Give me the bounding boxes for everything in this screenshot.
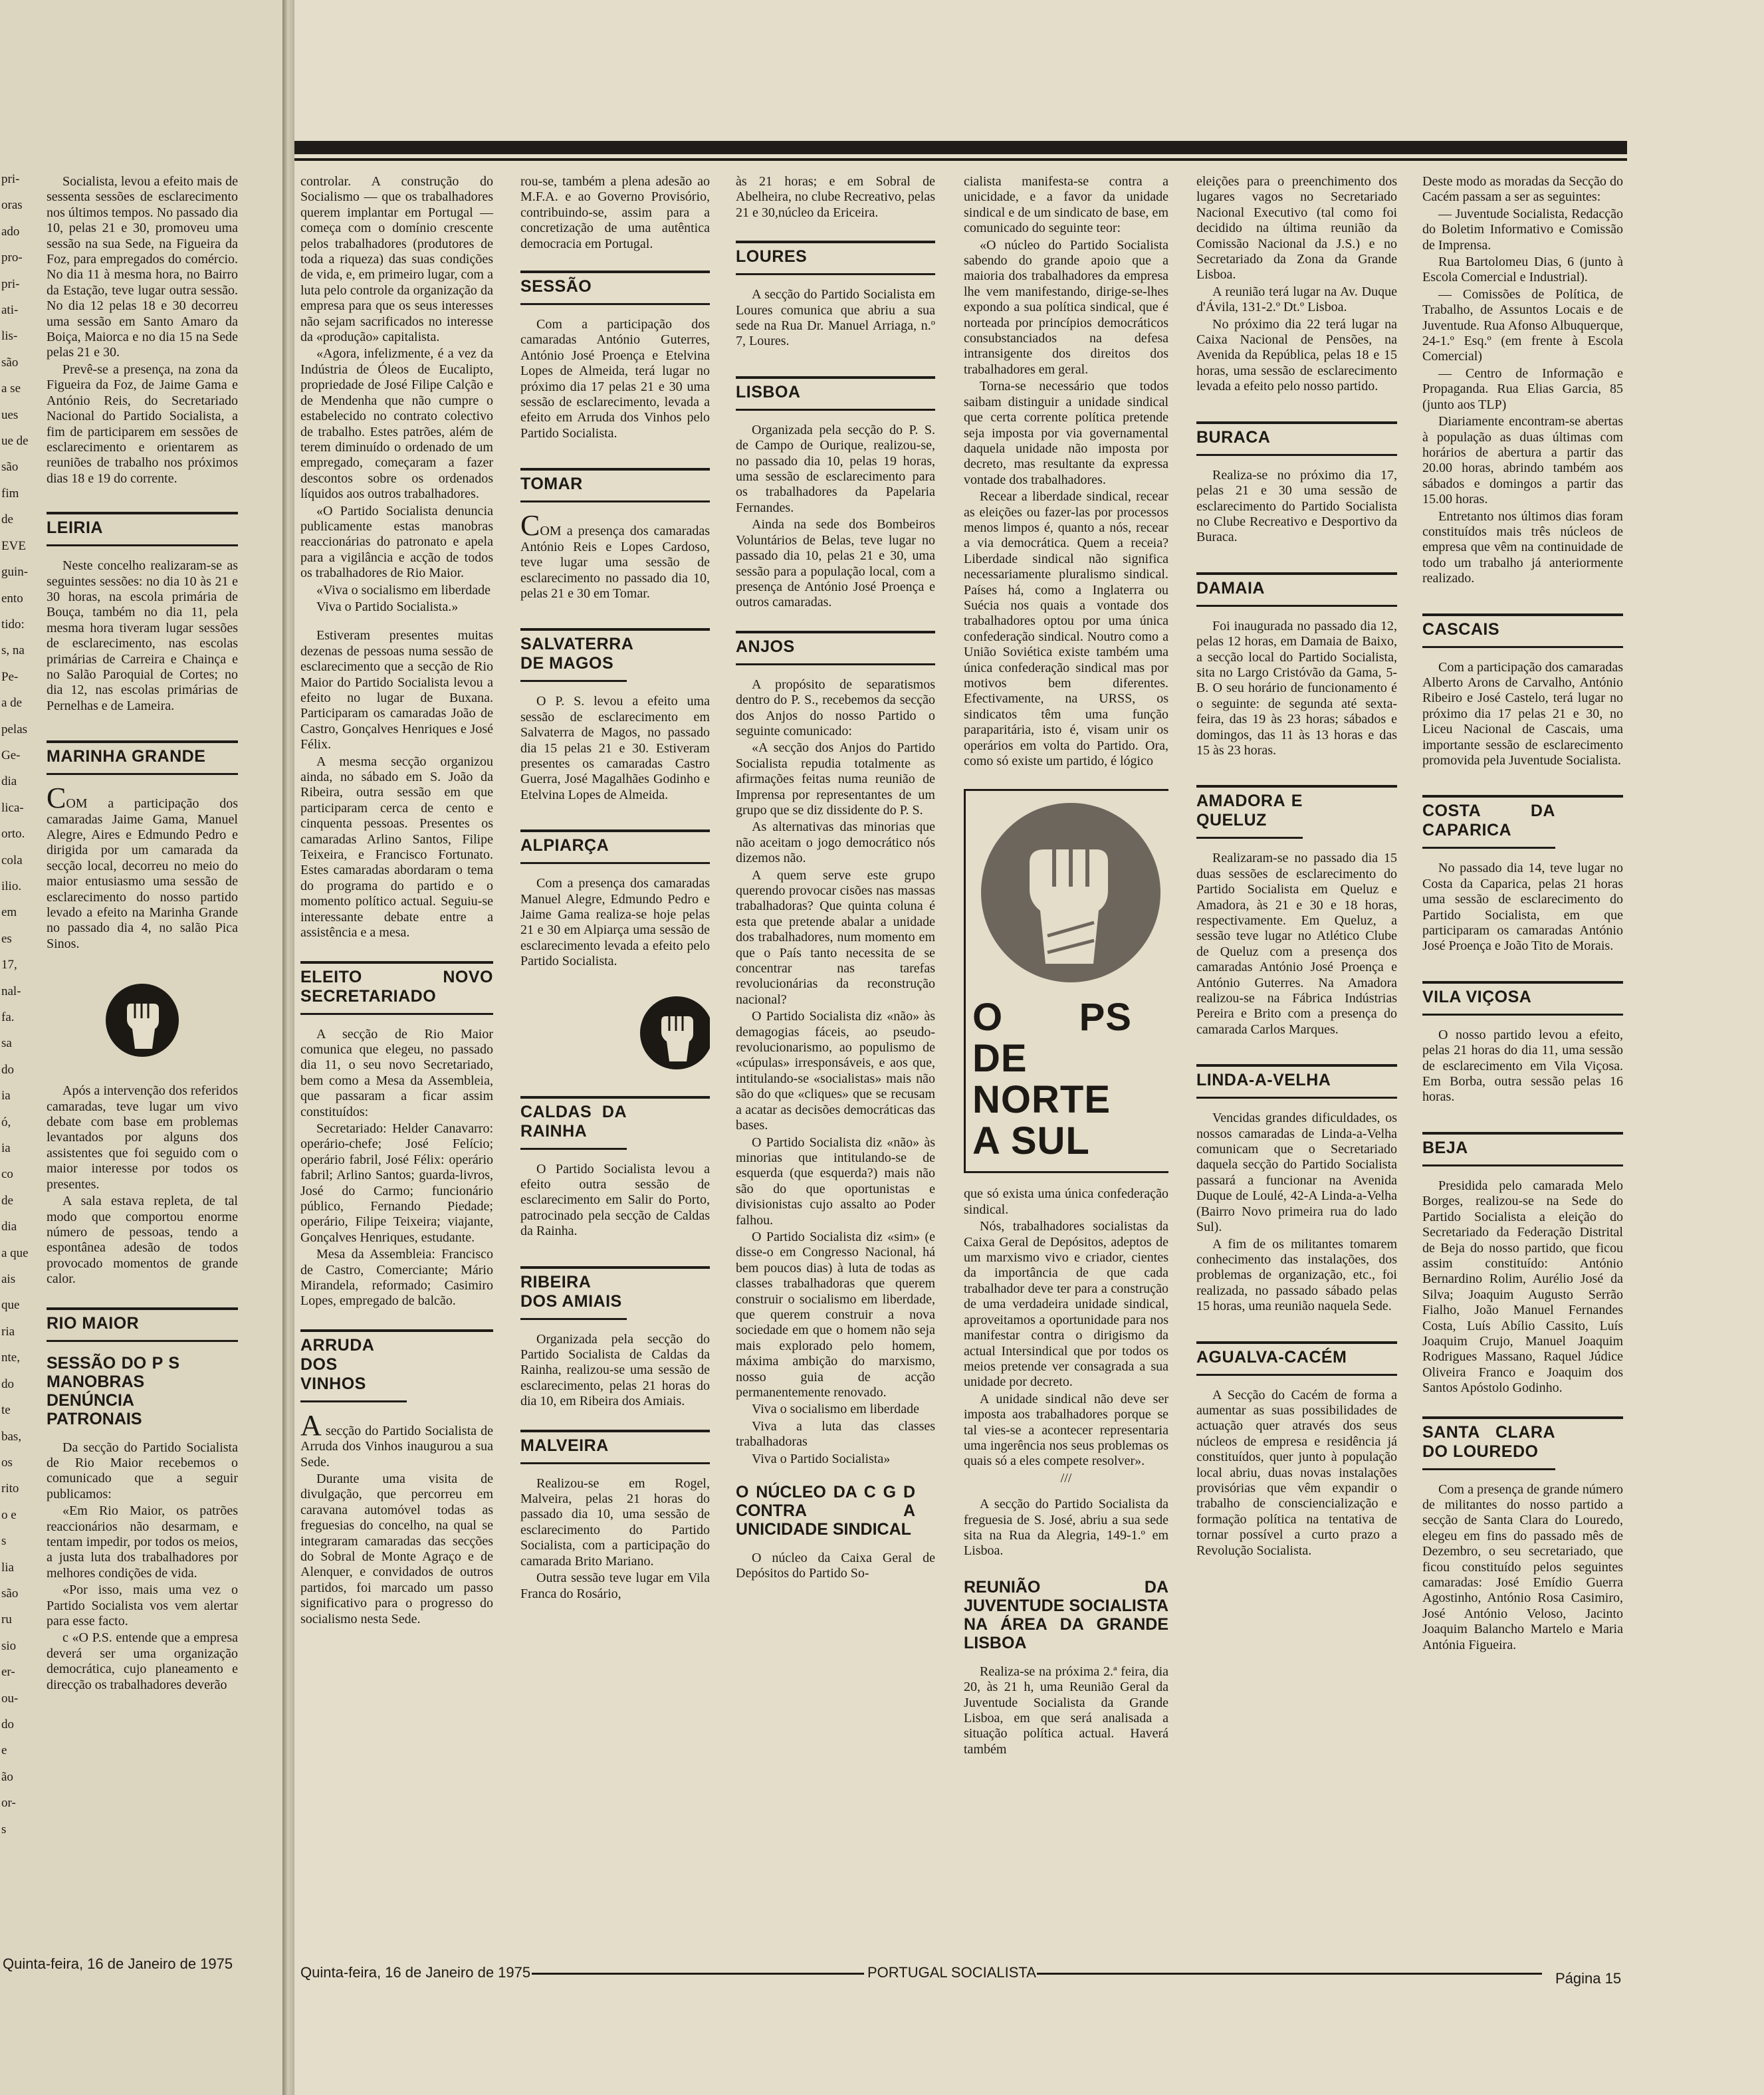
article-text: Viva o Partido Socialista.» — [316, 599, 459, 614]
article-text: A fim de os militantes tomarem conhecimento das instalações, dos problemas de organização, etc., foi realizada, no passado sábado pelas 15 horas, uma reunião naquela Sede. — [1196, 1236, 1397, 1314]
article-text: Realizaram-se no passado dia 15 duas sessões de esclarecimento do Partido Socialista em Queluz e Amadora, às 21 e 30 e 18 horas, respectivamente. Em Queluz, a sessão teve lugar no Atlético Clube de Queluz com a presença dos camaradas António José Proença e António Guterres. Na Amadora realizou-se na Fábrica Indústrias Pereira e Brito com a presença do camarada Carlos Marques. — [1196, 851, 1397, 1037]
article-text: A quem serve este grupo querendo provocar cisões nas massas trabalhadoras? Que quinta coluna é esta que pretende abalar a unidade dos trabalhadores, num momento em que o País tanto necessita de se concentrar nas tarefas revolucionárias da reconstrução nacional? — [736, 867, 935, 1007]
fist-icon — [106, 984, 179, 1057]
article-text: A unidade sindical não deve ser imposta aos trabalhadores porque se tal vies-se a acontecer representaria uma ingerência nos seus problemas os quais só a eles compete resolver». — [964, 1391, 1168, 1469]
article-text: Organizada pela secção do Partido Socialista de Caldas da Rainha, realizou-se uma sessão de esclarecimento, pelas 21 horas do dia 10, em Ribeira dos Amiais. — [520, 1331, 710, 1409]
article-text: cialista manifesta-se contra a unicidade, e a favor da unidade sindical e de um sindicato de base, em comunicado do seguinte teor: — [964, 174, 1168, 236]
article-text: Nós, trabalhadores socialistas da Caixa Geral de Depósitos, adeptos de um marxismo vivo e criador, cientes da importância de que cada trabalhador deve ter para a construção de uma verdadeira unidade sindical, aproveitamos a oportunidade para nos manifestar contra o dirigismo da actual Intersindical que por todos os meios pretende ver consagrada a sua unidade por decreto. — [964, 1219, 1168, 1390]
text-fragment: fa. — [1, 1010, 15, 1024]
article-text: Recear a liberdade sindical, recear as eleições ou fazer-las por processos menos limpos é, quanto a nós, recear a via democrática. Quem a receia? Liberdade sindical não significa necessariamente pluralismo sindical. Países há, como a Inglaterra ou Suécia nos quais a vontade dos trabalhadores optou por uma única confederação sindical. Noutro como a União Soviética existe também uma única confederação sindical mas por motivos bem diferentes. Efectivamente, na URSS, os sindicatos têm uma função paraparitária, isto é, visam unir os operários em volta do Partido. Ora, como só existe um partido, é lógico — [964, 489, 1168, 769]
text-fragment: o e — [1, 1507, 17, 1522]
text-fragment: es — [1, 931, 12, 946]
text-fragment: Ge- — [1, 748, 21, 762]
text-fragment: ia — [1, 1089, 11, 1103]
heading-damaia: DAMAIA — [1196, 575, 1397, 607]
article-text: — Comissões de Política, de Trabalho, de Assuntos Locais e de Juventude. Rua Afonso Albuquerque, 24-1.º Esq.º (em frente à Escola Comercial) — [1422, 286, 1623, 364]
article-text: «A secção dos Anjos do Partido Socialista repudia totalmente as afirmações feitas numa reunião de Imprensa por representantes de um grupo que se diz dissidente do P. S. — [736, 740, 935, 818]
heading-buraca: BURACA — [1196, 424, 1397, 456]
article-text: «Em Rio Maior, os patrões reaccionários não desarmam, e tentam impedir, por todos os meios, a justa luta dos trabalhadores por melhores condições de vida. — [47, 1503, 238, 1581]
article-text: Com a participação dos camaradas António Guterres, António José Proença e Etelvina Lopes de Almeida, terá lugar no próximo dia 17 pelas 21 e 30 uma sessão de esclarecimento, levada a efeito em Arruda dos Vinhos pelo Partido Socialista. — [520, 317, 710, 441]
article-text: O Partido Socialista diz «não» às minorias que intitulando-se de esquerda (que esquerda?) mais não são do que oportunistas e divisionistas cujo assalto ao Poder falhou. — [736, 1135, 935, 1228]
text-fragment: er- — [1, 1665, 15, 1680]
article-text — [47, 782, 238, 952]
article-text: «Viva o socialismo em liberdade — [316, 582, 491, 598]
text-fragment: são — [1, 460, 19, 475]
article-text: Estiveram presentes muitas dezenas de pessoas numa sessão de esclarecimento que a secção de Rio Maior do Partido Socialista levou a efeito no lugar de Buxana. Participaram os camaradas João de Castro, Gonçalves Henriques e José Félix. — [300, 628, 493, 752]
column-2 — [520, 174, 710, 1942]
text-fragment: ues — [1, 407, 19, 422]
article-text: «O núcleo do Partido Socialista sabendo do grande apoio que a maioria dos trabalhadores da empresa lhe vem manifestando, dirige-se-lhes expondo a sua política sindical, que é norteada por princípios democráticos consubstanciados na defesa intransigente dos direitos dos trabalhadores em geral. — [964, 237, 1168, 377]
article-text: Viva o socialismo em liberdade — [752, 1402, 920, 1417]
heading-vila-vicosa: VILA VIÇOSA — [1422, 984, 1623, 1016]
article-text: Socialista, levou a efeito mais de sessenta sessões de esclarecimento nos últimos tempos. No passado dia 10, pelas 21 e 30, promoveu uma sessão na sua Sede, na Figueira da Foz, para empregados do comércio. No dia 11 à mesma hora, no Bairro da Estação, teve lugar outra sessão. No dia 12 pelas 18 e 30 decorreu uma sessão em Santo Amaro da Boiça, Maiorca e no dia 15 na Sede pelas 21 e 30. — [47, 174, 238, 360]
article-text: Da secção do Partido Socialista de Rio Maior recebemos o comunicado que a seguir publicamos: — [47, 1440, 238, 1501]
left-main-column — [47, 174, 238, 1962]
heading-reuniao-juventude: REUNIÃO DA JUVENTUDE SOCIALISTA NA ÁREA DA GRANDE LISBOA — [964, 1577, 1168, 1652]
text-fragment: nal- — [1, 984, 21, 998]
text-fragment: Pe- — [1, 669, 19, 684]
text-fragment: do — [1, 1062, 14, 1077]
text-fragment: oras — [1, 198, 23, 213]
heading-arruda-dos-vinhos: ARRUDA DOS VINHOS — [300, 1332, 407, 1402]
text-fragment: a de — [1, 696, 23, 711]
footer-date: Quinta-feira, 16 de Janeiro de 1975 — [300, 1964, 531, 1981]
text-fragment: orto. — [1, 827, 25, 841]
heading-beja: BEJA — [1422, 1135, 1623, 1166]
heading-loures: LOURES — [736, 243, 935, 275]
text-fragment: sio — [1, 1638, 17, 1653]
column-1 — [300, 174, 493, 1942]
text-fragment: ilio. — [1, 879, 22, 893]
text-fragment: guin- — [1, 565, 29, 580]
article-text: A secção de Rio Maior comunica que elegeu, no passado dia 11, o seu novo Secretariado, bem como a Mesa da Assembleia, que passaram a ficar assim constituídos: — [300, 1026, 493, 1119]
article-text: Realiza-se na próxima 2.ª feira, dia 20, às 21 h, uma Reunião Geral da Juventude Socialista da Grande Lisboa, em que será analisada a situação política actual. Haverá também — [964, 1664, 1168, 1757]
text-fragment: a que — [1, 1246, 29, 1260]
heading-caldas-da-rainha: CALDAS DA RAINHA — [520, 1099, 627, 1150]
article-text: Viva a luta das classes trabalhadoras — [736, 1418, 935, 1450]
article-text: Com a participação dos camaradas Alberto Arons de Carvalho, António Ribeiro e José Castelo, terá lugar no próximo dia 17 pelas 21 e 30, no Liceu Nacional de Cascais, uma importante sessão de esclarecimento promovida pela Juventude Socialista. — [1422, 659, 1623, 768]
heading-alpiarca: ALPIARÇA — [520, 832, 710, 864]
column-3 — [736, 174, 935, 1942]
article-text: A secção do Partido Socialista da freguesia de S. José, abriu a sua sede sita na Rua da Alegria, 149-1.º em Lisboa. — [964, 1497, 1168, 1559]
article-text: Realiza-se no próximo dia 17, pelas 21 e 30 uma sessão de esclarecimento do Partido Socialista no Clube Recreativo e Desportivo da Buraca. — [1196, 467, 1397, 545]
article-text: A secção do Partido Socialista em Loures comunica que abriu a sua sede na Rua Dr. Manuel Arriaga, n.º 7, Loures. — [736, 287, 935, 349]
article-text: A propósito de separatismos dentro do P. S., recebemos da secção dos Anjos do nosso Partido o seguinte comunicado: — [736, 677, 935, 738]
text-fragment: ento — [1, 591, 23, 606]
article-text: O Partido Socialista levou a efeito outra sessão de esclarecimento em Salir do Porto, patrocinado pela secção de Caldas da Rainha. — [520, 1161, 710, 1239]
article-text: Rua Bartolomeu Dias, 6 (junto à Escola Comercial e Industrial). — [1422, 255, 1623, 285]
ps-fist-emblem — [106, 984, 179, 1057]
text-fragment: ia — [1, 1141, 11, 1156]
article-text: As alternativas das minorias que não aceitam o jogo democrático nós dizemos não. — [736, 820, 935, 866]
heading-rio-maior: RIO MAIOR — [47, 1310, 238, 1342]
drop-cap: C — [520, 509, 540, 542]
text-fragment: são — [1, 355, 19, 370]
text-fragment: dia — [1, 1220, 17, 1234]
article-text: Vencidas grandes dificuldades, os nossos camaradas de Linda-a-Velha comunicam que o Secretariado daquela secção do Partido Socialista passará a funcionar na Avenida Duque de Loulé, 42-A Linda-a-Velha (Bairro Novo primeira rua do lado Sul). — [1196, 1111, 1397, 1235]
text-fragment: ru — [1, 1612, 12, 1627]
heading-ribeira-dos-amiais: RIBEIRA DOS AMIAIS — [520, 1269, 627, 1320]
column-5 — [1196, 174, 1397, 1942]
text-fragment: ão — [1, 1769, 13, 1784]
text-fragment: são — [1, 1586, 19, 1600]
subheading-rio-maior: SESSÃO DO P S MANOBRAS DENÚNCIA PATRONAIS — [47, 1353, 179, 1428]
text-fragment: do — [1, 1377, 14, 1391]
heading-marinha-grande: MARINHA GRANDE — [47, 743, 238, 775]
heading-lisboa: LISBOA — [736, 379, 935, 411]
article-text: que só exista uma única confederação sindical. — [964, 1186, 1168, 1217]
column-4 — [964, 174, 1168, 1942]
footer-paper-name: PORTUGAL SOCIALISTA — [867, 1964, 1036, 1981]
article-text: Entretanto nos últimos dias foram constituídos mais três núcleos de empresa que vêm na continuidade de todo um trabalho já anteriormente realizado. — [1422, 508, 1623, 586]
text-fragment: lis- — [1, 329, 18, 344]
article-text: «Por isso, mais uma vez o Partido Socialista vos vem alertar para esse facto. — [47, 1583, 238, 1628]
page-gutter — [282, 0, 294, 2095]
article-text: Secretariado: Helder Canavarro: operário-chefe; José Felício; operário fabril, José Félix: operário fabril; Arlino Santos; guarda-livros, José do Carmo; funcionário público, Fernando Piedade; operário, Filipe Teixeira; viajante, Gonçalves Henriques, estudante. — [300, 1121, 493, 1245]
heading-linda-a-velha: LINDA-A-VELHA — [1196, 1067, 1397, 1099]
raised-fist-icon — [981, 803, 1160, 982]
left-footer-date: Quinta-feira, 16 de Janeiro de 1975 — [3, 1955, 233, 1972]
article-text: A mesma secção organizou ainda, no sábado em S. João da Ribeira, outra sessão em que participaram cerca de cento e cinquenta pessoas. Presentes os camaradas Arlino Santos, Filipe Teixeira, e Francisco Fortunato. Estes camaradas abordaram o tema do programa do partido e o momento político actual. Seguiu-se interessante debate entre a assistência e a mesa. — [300, 754, 493, 940]
article-text: Foi inaugurada no passado dia 12, pelas 12 horas, em Damaia de Baixo, a secção local do Partido Socialista, sita no Largo Cristóvão da Gama, 5-B. O seu horário de funcionamento é o seguinte: de segunda até sexta-feira, das 19 às 23 horas; sábados e domingos, das 11 às 13 horas e das 15 às 23 horas. — [1196, 618, 1397, 758]
text-fragment: e — [1, 1743, 7, 1758]
heading-agualva-cacem: AGUALVA-CACÉM — [1196, 1344, 1397, 1376]
heading-sessao: SESSÃO — [520, 273, 710, 305]
text-fragment: 17, — [1, 958, 17, 972]
text-fragment: dia — [1, 774, 17, 789]
heading-salvaterra: SALVATERRA DE MAGOS — [520, 631, 627, 682]
text-fragment: s — [1, 1534, 7, 1549]
article-text: Realizou-se em Rogel, Malveira, pelas 21 horas do passado dia 10, uma sessão de esclarecimento do Partido Socialista, com a participação do camarada Brito Mariano. — [520, 1476, 710, 1569]
article-text: Torna-se necessário que todos saibam distinguir a unidade sindical que certa corrente política pretende seja imposta por via governamental daquela unidade não imposta por decreto, mas resultante da expressa vontade dos trabalhadores. — [964, 379, 1168, 487]
article-text: No próximo dia 22 terá lugar na Caixa Nacional de Pensões, na Avenida da República, pelas 18 e 15 horas, uma sessão de esclarecimento levada a efeito pelo nosso partido. — [1196, 316, 1397, 394]
heading-nucleo-cgd: O NÚCLEO DA C G D CONTRA A UNICIDADE SINDICAL — [736, 1483, 915, 1539]
article-text: Ainda na sede dos Bombeiros Voluntários de Belas, teve lugar no passado dia 10, pelas 21 e 30, uma sessão para a população local, com a presença de António José Proença e outros camaradas. — [736, 517, 935, 610]
article-text: A Secção do Cacém de forma a aumentar as suas possibilidades de actuação quer através dos seus núcleos de empresa e residência já constituídos, quer junto à população local abriu, duas novas instalações provisórias que vêm expandir o trabalho de consciencialização e formação política na tentativa de tornar possível a curto prazo a Revolução Socialista. — [1196, 1387, 1397, 1558]
article-text: Presidida pelo camarada Melo Borges, realizou-se na Sede do Partido Socialista a eleição do Secretariado da Federação Distrital de Beja do nosso partido, que ficou assim constituído: António Bernardino Rolim, Aurélio José da Silva; Joaquim Augusto Serrão Fialho, João Manuel Fernandes Costa, Luís Abílio Cassito, Luís Joaquim Crujo, Manuel Joaquim Rodrigues Massano, Raquel Júdice Oliveira Franco e Joaquim dos Santos Apóstolo Godinho. — [1422, 1178, 1623, 1396]
text-fragment: cola — [1, 853, 23, 867]
text-fragment: ou- — [1, 1691, 19, 1706]
heading-santa-clara: SANTA CLARA DO LOUREDO — [1422, 1419, 1555, 1470]
text-fragment: ais — [1, 1272, 16, 1287]
article-text: Após a intervenção dos referidos camaradas, teve lugar um vivo debate com base em problemas levantados por alguns dos assistentes que foi seguido com o maior interesse por todos os presentes. — [47, 1083, 238, 1192]
footer-rule-left — [532, 1973, 864, 1975]
text-fragment: lia — [1, 1560, 14, 1575]
heading-costa-caparica: COSTA DA CAPARICA — [1422, 798, 1555, 849]
text-fragment: os — [1, 1455, 13, 1470]
column-6 — [1422, 174, 1623, 1942]
heading-tomar: TOMAR — [520, 471, 710, 502]
article-text: Outra sessão teve lugar em Vila Franca do Rosário, — [520, 1571, 710, 1601]
text-fragment: ado — [1, 224, 20, 239]
heading-cascais: CASCAIS — [1422, 616, 1623, 648]
article-text: Prevê-se a presença, na zona da Figueira da Foz, de Jaime Gama e António Reis, do Secretariado Nacional do Partido Socialista, a fim de participarem em sessões de esclarecimento e orientarem as reuniões de trabalho nos próximos dias 18 e 19 do corrente. — [47, 362, 238, 486]
left-fragment-column — [1, 171, 43, 1953]
text-fragment: lica- — [1, 800, 24, 815]
text-fragment: pri- — [1, 172, 20, 186]
article-text: A reunião terá lugar na Av. Duque d'Ávila, 131-2.º Dt.º Lisboa. — [1196, 284, 1397, 315]
heading-anjos: ANJOS — [736, 633, 935, 665]
text-fragment: ue de — [1, 434, 29, 449]
article-text: A sala estava repleta, de tal modo que comportou enorme número de pessoas, tendo a espontânea adesão de todos provocado momentos de grande calor. — [47, 1194, 238, 1287]
text-fragment: rito — [1, 1482, 19, 1496]
heading-leiria: LEIRIA — [47, 514, 238, 546]
text-fragment: sa — [1, 1036, 12, 1051]
article-text: Mesa da Assembleia: Francisco de Castro, Comerciante; Mário Mirandela, reformado; Casimiro Lopes, empregado de balcão. — [300, 1247, 493, 1309]
article-text: O nosso partido levou a efeito, pelas 21 horas do dia 11, uma sessão de esclarecimento em Vila Viçosa. Em Borba, outra sessão pelas 16 horas. — [1422, 1027, 1623, 1105]
article-text: «Agora, infelizmente, é a vez da Indústria de Óleos de Eucalipto, propriedade de José Filipe Calção e de Mendenha que não cumpre o estabelecido no contrato colectivo de trabalho. Estes patrões, além de terem diminuído o ordenado de um empregado, começaram a fazer descontos sobre os ordenados líquidos aos outros trabalhadores. — [300, 346, 493, 502]
text-fragment: pelas — [1, 722, 28, 736]
text-fragment: fim — [1, 486, 19, 500]
fist-emblem-large — [981, 803, 1160, 982]
article-text-body: OM a participação dos camaradas Jaime Gama, Manuel Alegre, Aires e Edmundo Pedro e dirigida por um camarada da secção local, decorreu no meio do maior entusiasmo uma sessão de esclarecimento do nosso partido levado a efeito na Marinha Grande no passado dia 4, no salão Pica Sinos. — [47, 796, 238, 951]
text-fragment: s, na — [1, 643, 25, 658]
main-title: O PS DE NORTE A SUL — [972, 996, 1132, 1163]
text-fragment: bas, — [1, 1429, 22, 1444]
heading-eleito-novo-secretariado: ELEITO NOVO SECRETARIADO — [300, 964, 493, 1015]
article-text: Viva o Partido Socialista» — [752, 1451, 891, 1466]
article-text: Com a presença de grande número de militantes do nosso partido a secção de Santa Clara do Louredo, elegeu em fins do passado mês de Dezembro, o seu secretariado, que ficou constituído pelos seguintes camaradas: José Emídio Guerra Agostinho, António Rosa Casimiro, José António Veloso, Jacinto Joaquim Balancho Martelo e Maria Antónia Figueira. — [1422, 1482, 1623, 1652]
text-fragment: nte, — [1, 1351, 20, 1365]
text-fragment: de — [1, 1193, 13, 1208]
article-text: O núcleo da Caixa Geral de Depósitos do Partido So- — [736, 1551, 935, 1581]
fist-icon — [640, 996, 710, 1069]
article-text-body: OM a presença dos camaradas António Reis e Lopes Cardoso, teve lugar uma sessão de esclarecimento no passado dia 10, pelas 21 e 30 em Tomar. — [520, 524, 710, 601]
drop-cap: A — [300, 1408, 322, 1442]
text-fragment: or- — [1, 1796, 16, 1811]
article-text: — Juventude Socialista, Redacção do Boletim Informativo e Comissão de Imprensa. — [1422, 206, 1623, 253]
text-fragment: s — [1, 1822, 7, 1836]
article-text: controlar. A construção do Socialismo — que os trabalhadores querem implantar em Portugal — começa com o domínio crescente pelos trabalhadores (produtores de toda a riqueza) das suas condições de vida, e, em primeiro lugar, com a luta pelo controle da organização da empresa para que os seus interesses não sejam sacrificados no interesse da «produção» capitalista. — [300, 174, 493, 345]
article-text: Com a presença dos camaradas Manuel Alegre, Edmundo Pedro e Jaime Gama realiza-se hoje pelas 21 e 30 em Alpiarça uma sessão de esclarecimento levada a efeito pelo Partido Socialista. — [520, 876, 710, 969]
article-text — [300, 1408, 493, 1470]
text-fragment: que — [1, 1298, 20, 1313]
article-text: O Partido Socialista diz «sim» (e disse-o em Congresso Nacional, há bem poucos dias) à luta de todas as classes trabalhadoras que querem construir o socialismo em liberdade, que querem construir a nova sociedade em que o homem não seja mais explorado pelo homem, máxima ambição do marxismo, nosso guia de acção permanentemente renovado. — [736, 1229, 935, 1400]
text-fragment: em — [1, 905, 17, 920]
article-text: Neste concelho realizaram-se as seguintes sessões: no dia 10 às 21 e 30 horas, na escola primária de Bouça, também no dia 11, pela mesma hora tiveram lugar sessões de esclarecimento, nas escolas primárias de Carreira e Chainça e no Salão Paroquial de Cortes; no dia 12, nas escolas primárias de Pernelhas e de Lameira. — [47, 558, 238, 713]
title-block — [964, 789, 1168, 1173]
footer-page-number: Página 15 — [1555, 1970, 1622, 1987]
article-text: Organizada pela secção do P. S. de Campo de Ourique, realizou-se, no passado dia 10, pelas 19 horas, uma sessão de esclarecimento para os trabalhadores da Papelaria Fernandes. — [736, 422, 935, 515]
heading-malveira: MALVEIRA — [520, 1432, 710, 1464]
text-fragment: ó, — [1, 1115, 11, 1129]
article-text: O Partido Socialista diz «não» às demagogias fáceis, ao pseudo-revolucionarismo, ao populismo de «cúpulas» irresponsáveis, e aos que, intitulando-se «socialistas» mais não são do que «cliques» que se recusam a acatar as decisões democráticas das bases. — [736, 1009, 935, 1133]
text-fragment: ria — [1, 1324, 15, 1339]
text-fragment: de — [1, 512, 13, 527]
header-rule — [294, 141, 1627, 154]
text-fragment: te — [1, 1403, 11, 1418]
article-text: — Centro de Informação e Propaganda. Rua Elias Garcia, 85 (junto aos TLP) — [1422, 366, 1623, 412]
text-fragment: do — [1, 1717, 14, 1731]
text-fragment: tido: — [1, 617, 25, 631]
text-fragment: EVE — [1, 538, 26, 553]
article-text-body: secção do Partido Socialista de Arruda dos Vinhos inaugurou a sua Sede. — [300, 1423, 493, 1470]
text-fragment: co — [1, 1167, 13, 1182]
ps-fist-emblem — [640, 996, 710, 1069]
article-text: rou-se, também a plena adesão ao M.F.A. e ao Governo Provisório, contribuindo-se, assim para a concretização de uma autêntica democracia em Portugal. — [520, 174, 710, 251]
article-text: Deste modo as moradas da Secção do Cacém passam a ser as seguintes: — [1422, 174, 1623, 205]
article-text: No passado dia 14, teve lugar no Costa da Caparica, pelas 21 horas uma sessão de esclarecimento do Partido Socialista, em que participaram os camaradas António José Proença e João Tito de Morais. — [1422, 861, 1623, 954]
article-text: c «O P.S. entende que a empresa deverá ser uma organização democrática, cujo planeamento e direcção os trabalhadores deverão — [47, 1630, 238, 1692]
article-text: Durante uma visita de divulgação, que percorreu em caravana automóvel todas as freguesias do concelho, na qual se integraram camaradas das secções do Sobral de Monte Agraço e de Alenquer, e convidados de outros partidos, foi marcado um passo significativo para o progresso do socialismo nesta Sede. — [300, 1472, 493, 1626]
article-text: eleições para o preenchimento dos lugares vagos no Secretariado Nacional Executivo (tal como foi decidido na última reunião da Comissão Nacional da J.S.) e no Secretariado da Zona da Grande Lisboa. — [1196, 174, 1397, 282]
text-fragment: ati- — [1, 303, 19, 318]
header-rule-thin — [294, 158, 1627, 161]
article-text: O P. S. levou a efeito uma sessão de esclarecimento em Salvaterra de Magos, no passado dia 15 pelas 21 e 30. Estiveram presentes os camaradas Castro Guerra, José Magalhães Godinho e Etelvina Lopes de Almeida. — [520, 694, 710, 802]
text-fragment: pro- — [1, 251, 23, 265]
article-text — [520, 509, 710, 602]
article-text: às 21 horas; e em Sobral de Abelheira, no clube Recreativo, pelas 21 e 30,núcleo da Ericeira. — [736, 174, 935, 220]
article-text: Diariamente encontram-se abertas à população as duas últimas com horários de abertura a partir das 20.00 horas, abrindo também aos sábados e domingos a partir das 15.00 horas. — [1422, 414, 1623, 507]
footer-rule-right — [1037, 1973, 1542, 1975]
text-fragment: a se — [1, 382, 21, 396]
text-fragment: pri- — [1, 276, 20, 291]
separator-mark: /// — [1060, 1470, 1072, 1486]
drop-cap: C — [47, 782, 66, 815]
article-text: «O Partido Socialista denuncia publicamente estas manobras reaccionárias do patronato e apela para a vigilância e acção de todos os trabalhadores de Rio Maior. — [300, 503, 493, 581]
heading-amadora-queluz: AMADORA E QUELUZ — [1196, 788, 1303, 839]
